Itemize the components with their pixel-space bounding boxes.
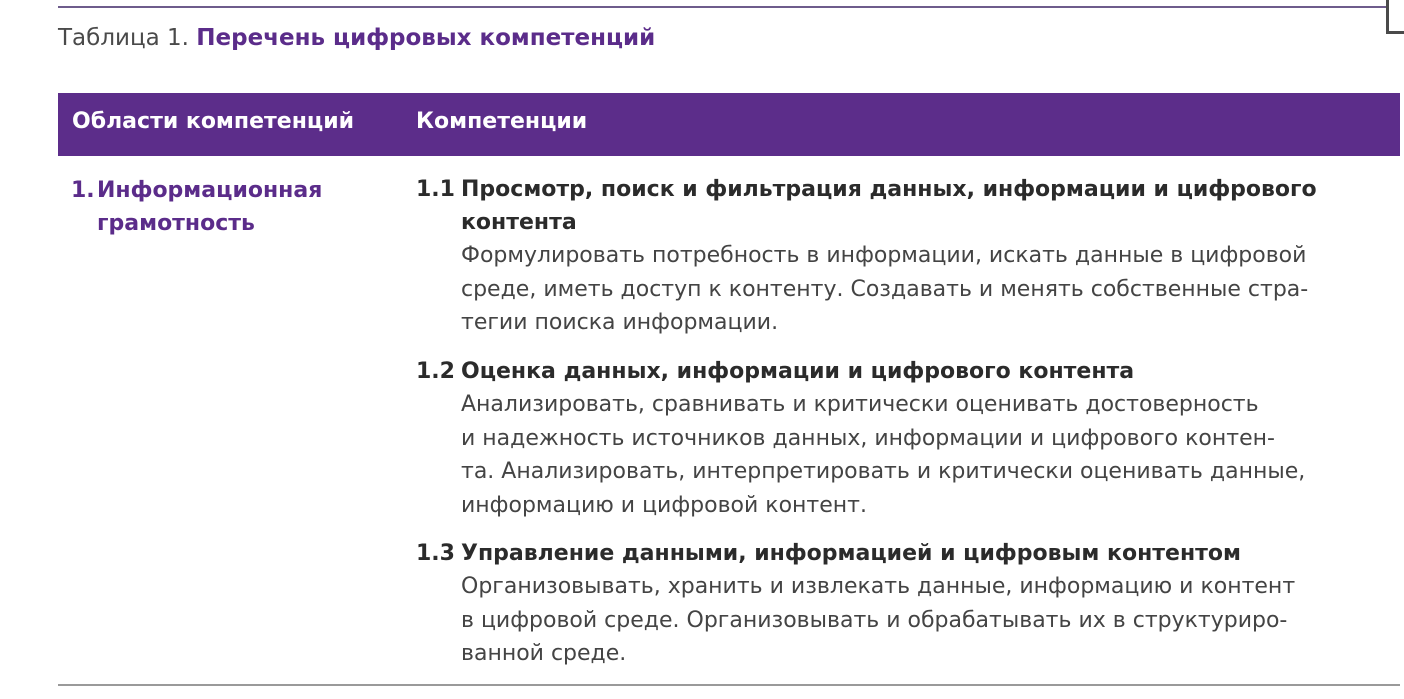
- competency-item: [416, 355, 1396, 522]
- caption-prefix: Таблица 1.: [58, 25, 189, 51]
- competency-number: 1.3: [416, 541, 455, 566]
- competency-number: 1.2: [416, 359, 455, 384]
- area-cell: [71, 174, 391, 240]
- competency-item: [416, 537, 1396, 671]
- competency-number: 1.1: [416, 177, 455, 202]
- competency-item: [416, 173, 1396, 340]
- competency-title: Просмотр, поиск и фильтрация данных, информации и цифрового контента: [461, 177, 1317, 235]
- bottom-rule: [58, 684, 1400, 686]
- area-name: Информационная грамотность: [97, 178, 323, 236]
- caption-title: Перечень цифровых компетенций: [196, 25, 656, 51]
- competency-description: Анализировать, сравнивать и критически оценивать достоверность и надежность источников данных, информации и цифрового контен- та. Анализировать, интерпретировать и критически оценивать данные, информацию и цифровой контент.: [461, 392, 1306, 518]
- top-rule: [58, 6, 1404, 8]
- competency-description: Организовывать, хранить и извлекать данные, информацию и контент в цифровой среде. Организовывать и обрабатывать их в структуриро- ванной среде.: [461, 574, 1296, 666]
- corner-mark: [1386, 0, 1404, 34]
- table-header: [58, 93, 1400, 156]
- competency-title: Управление данными, информацией и цифровым контентом: [461, 541, 1241, 566]
- table-caption: [58, 22, 655, 54]
- header-areas: Области компетенций: [72, 109, 355, 134]
- header-competencies: Компетенции: [416, 109, 588, 134]
- competency-title: Оценка данных, информации и цифрового контента: [461, 359, 1135, 384]
- area-number: 1.: [71, 178, 95, 203]
- competency-description: Формулировать потребность в информации, искать данные в цифровой среде, иметь доступ к контенту. Создавать и менять собственные стра- тегии поиска информации.: [461, 243, 1309, 335]
